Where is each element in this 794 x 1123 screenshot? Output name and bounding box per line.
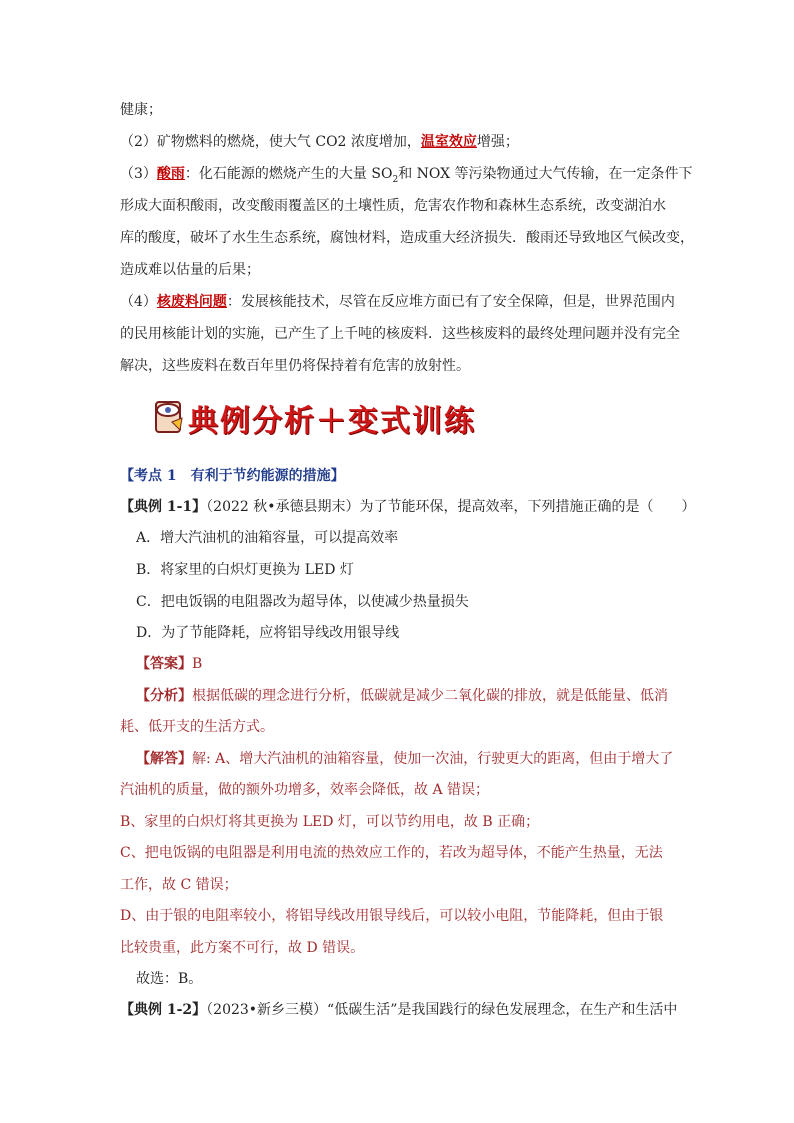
text-span: （3）: [120, 166, 157, 182]
option-a: A．增大汽油机的油箱容量，可以提高效率: [136, 530, 399, 546]
section-heading: 【考点 1 有利于节约能源的措施】: [120, 468, 345, 484]
analysis-text: 根据低碳的理念进行分析，低碳就是减少二氧化碳的排放，就是低能量、低消: [192, 688, 668, 704]
solution-line: [136, 749, 701, 769]
solution-line: 比较贵重，此方案不可行，故 D 错误。: [120, 940, 365, 956]
solution-line: D、由于银的电阻率较小，将铝导线改用银导线后，可以较小电阻，节能降耗，但由于银: [120, 908, 664, 924]
text-span: 库的酸度，破坏了水生生态系统，腐蚀材料，造成重大经济损失．酸雨还导致地区气候改变，: [120, 230, 694, 246]
answer-value: B: [192, 656, 203, 672]
example-question: [120, 1000, 685, 1020]
text-span: 造成难以估量的后果；: [120, 262, 260, 278]
keyword-nuclear-waste: 核废料问题: [156, 294, 227, 310]
section-banner: [150, 394, 476, 440]
example-label: 【典例 1-1】: [120, 499, 207, 515]
example-label: 【典例 1-2】: [120, 1002, 207, 1018]
solution-line: 工作，故 C 错误；: [120, 877, 238, 893]
text-span: 的民用核能计划的实施，已产生了上千吨的核废料．这些核废料的最终处理问题并没有完全: [120, 326, 680, 342]
text-span: 形成大面积酸雨，改变酸雨覆盖区的土壤性质，危害农作物和森林生态系统，改变湖泊水: [120, 198, 666, 214]
text-span: （4）: [120, 294, 157, 310]
text-span: ：发展核能技术，尽管在反应堆方面已有了安全保障，但是，世界范围内: [226, 294, 675, 310]
text-span: 解决，这些废料在数百年里仍将保持着有危害的放射性。: [120, 358, 470, 374]
text-line: [120, 356, 685, 376]
text-line: [120, 132, 685, 152]
keyword-greenhouse: 温室效应: [420, 134, 477, 150]
question-text: （2023•新乡三模）“低碳生活”是我国践行的绿色发展理念，在生产和生活中: [206, 1002, 678, 1018]
text-span: 健康；: [120, 102, 162, 118]
keyword-acid-rain: 酸雨: [156, 166, 185, 182]
text-line: [120, 324, 685, 344]
analysis-label: 【分析】: [136, 688, 192, 704]
text-span: （2）矿物燃料的燃烧，使大气 CO2 浓度增加，: [120, 134, 421, 150]
text-span: 和 NOX 等污染物通过大气传输，在一定条件下: [398, 166, 693, 182]
text-line: [120, 260, 685, 280]
text-line: [120, 100, 685, 120]
subscript: 2: [392, 174, 399, 185]
option-c: C．把电饭锅的电阻器改为超导体，以使减少热量损失: [136, 594, 469, 610]
analysis-line: [136, 686, 701, 706]
final-choice: 故选：B。: [136, 971, 203, 987]
solution-line: 汽油机的质量，做的额外功增多，效率会降低，故 A 错误；: [120, 782, 490, 798]
scroll-eye-icon: [150, 396, 186, 436]
solution-label: 【解答】: [136, 751, 192, 767]
text-line: [120, 196, 685, 216]
text-line: [120, 228, 694, 248]
option-d: D．为了节能降耗，应将铝导线改用银导线: [136, 625, 400, 641]
option-b: B．将家里的白炽灯更换为 LED 灯: [136, 562, 354, 578]
question-text: （2022 秋•承德县期末）为了节能环保，提高效率，下列措施正确的是（ ）: [206, 499, 696, 515]
text-span: 增强；: [476, 134, 519, 150]
example-question: [120, 497, 696, 517]
answer-label: 【答案】: [136, 656, 192, 672]
answer-line: [136, 654, 701, 674]
text-line: [120, 164, 693, 190]
solution-line: B、家里的白炽灯将其更换为 LED 灯，可以节约用电，故 B 正确；: [120, 814, 540, 830]
banner-title: 典例分析＋变式训练: [188, 404, 476, 439]
solution-line: C、把电饭锅的电阻器是利用电流的热效应工作的，若改为超导体，不能产生热量，无法: [120, 845, 663, 861]
analysis-line: 耗、低开支的生活方式。: [120, 719, 274, 735]
text-line: [120, 292, 685, 312]
text-span: ：化石能源的燃烧产生的大量 SO: [184, 166, 393, 182]
solution-text: 解: A、增大汽油机的油箱容量，使加一次油，行驶更大的距离，但由于增大了: [192, 751, 674, 767]
